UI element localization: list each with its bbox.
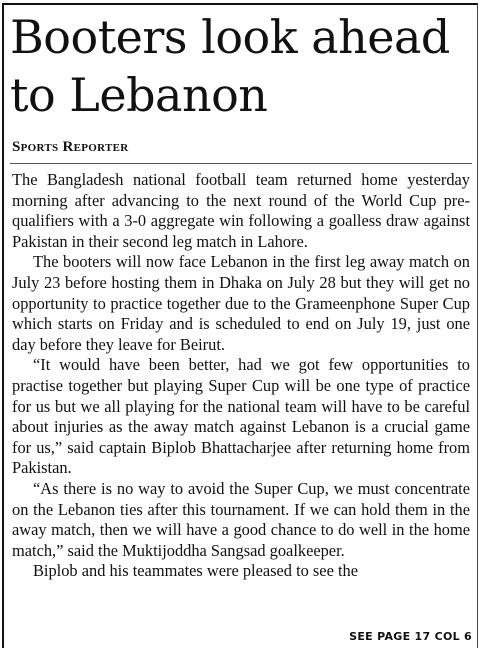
byline-divider bbox=[10, 163, 472, 164]
continuation-jump-line: SEE PAGE 17 COL 6 bbox=[349, 630, 472, 643]
article-body bbox=[12, 170, 470, 582]
paragraph-2: The booters will now face Lebanon in the first leg away match on July 23 before hosting them in Dhaka on July 28 but they will get no opportunity to practice together due to the Grameenphone Super Cup which starts on Friday and is scheduled to end on July 19, just one day before they leave for Beirut. bbox=[12, 252, 470, 354]
headline: Booters look ahead to Lebanon bbox=[10, 10, 450, 122]
paragraph-4: “As there is no way to avoid the Super Cup, we must concentrate on the Lebanon ties after this tournament. If we can hold them in the away match, then we will have a good chance to do well in the home match,” said the Muktijoddha Sangsad goalkeeper. bbox=[12, 478, 470, 560]
byline: Sports Reporter bbox=[12, 139, 129, 155]
paragraph-1: The Bangladesh national football team returned home yesterday morning after advancing to the next round of the World Cup pre-qualifiers with a 3-0 aggregate win following a goalless draw against Pakistan in their second leg match in Lahore. bbox=[12, 170, 470, 251]
paragraph-5: Biplob and his teammates were pleased to see the bbox=[33, 561, 358, 581]
paragraph-3: “It would have been better, had we got few opportunities to practise together but playing Super Cup will be one type of practice for us but we all playing for the national team will have to be careful about injuries as the away match against Lebanon is a crucial game for us,” said captain Biplob Bhattacharjee after returning home from Pakistan. bbox=[12, 355, 470, 478]
